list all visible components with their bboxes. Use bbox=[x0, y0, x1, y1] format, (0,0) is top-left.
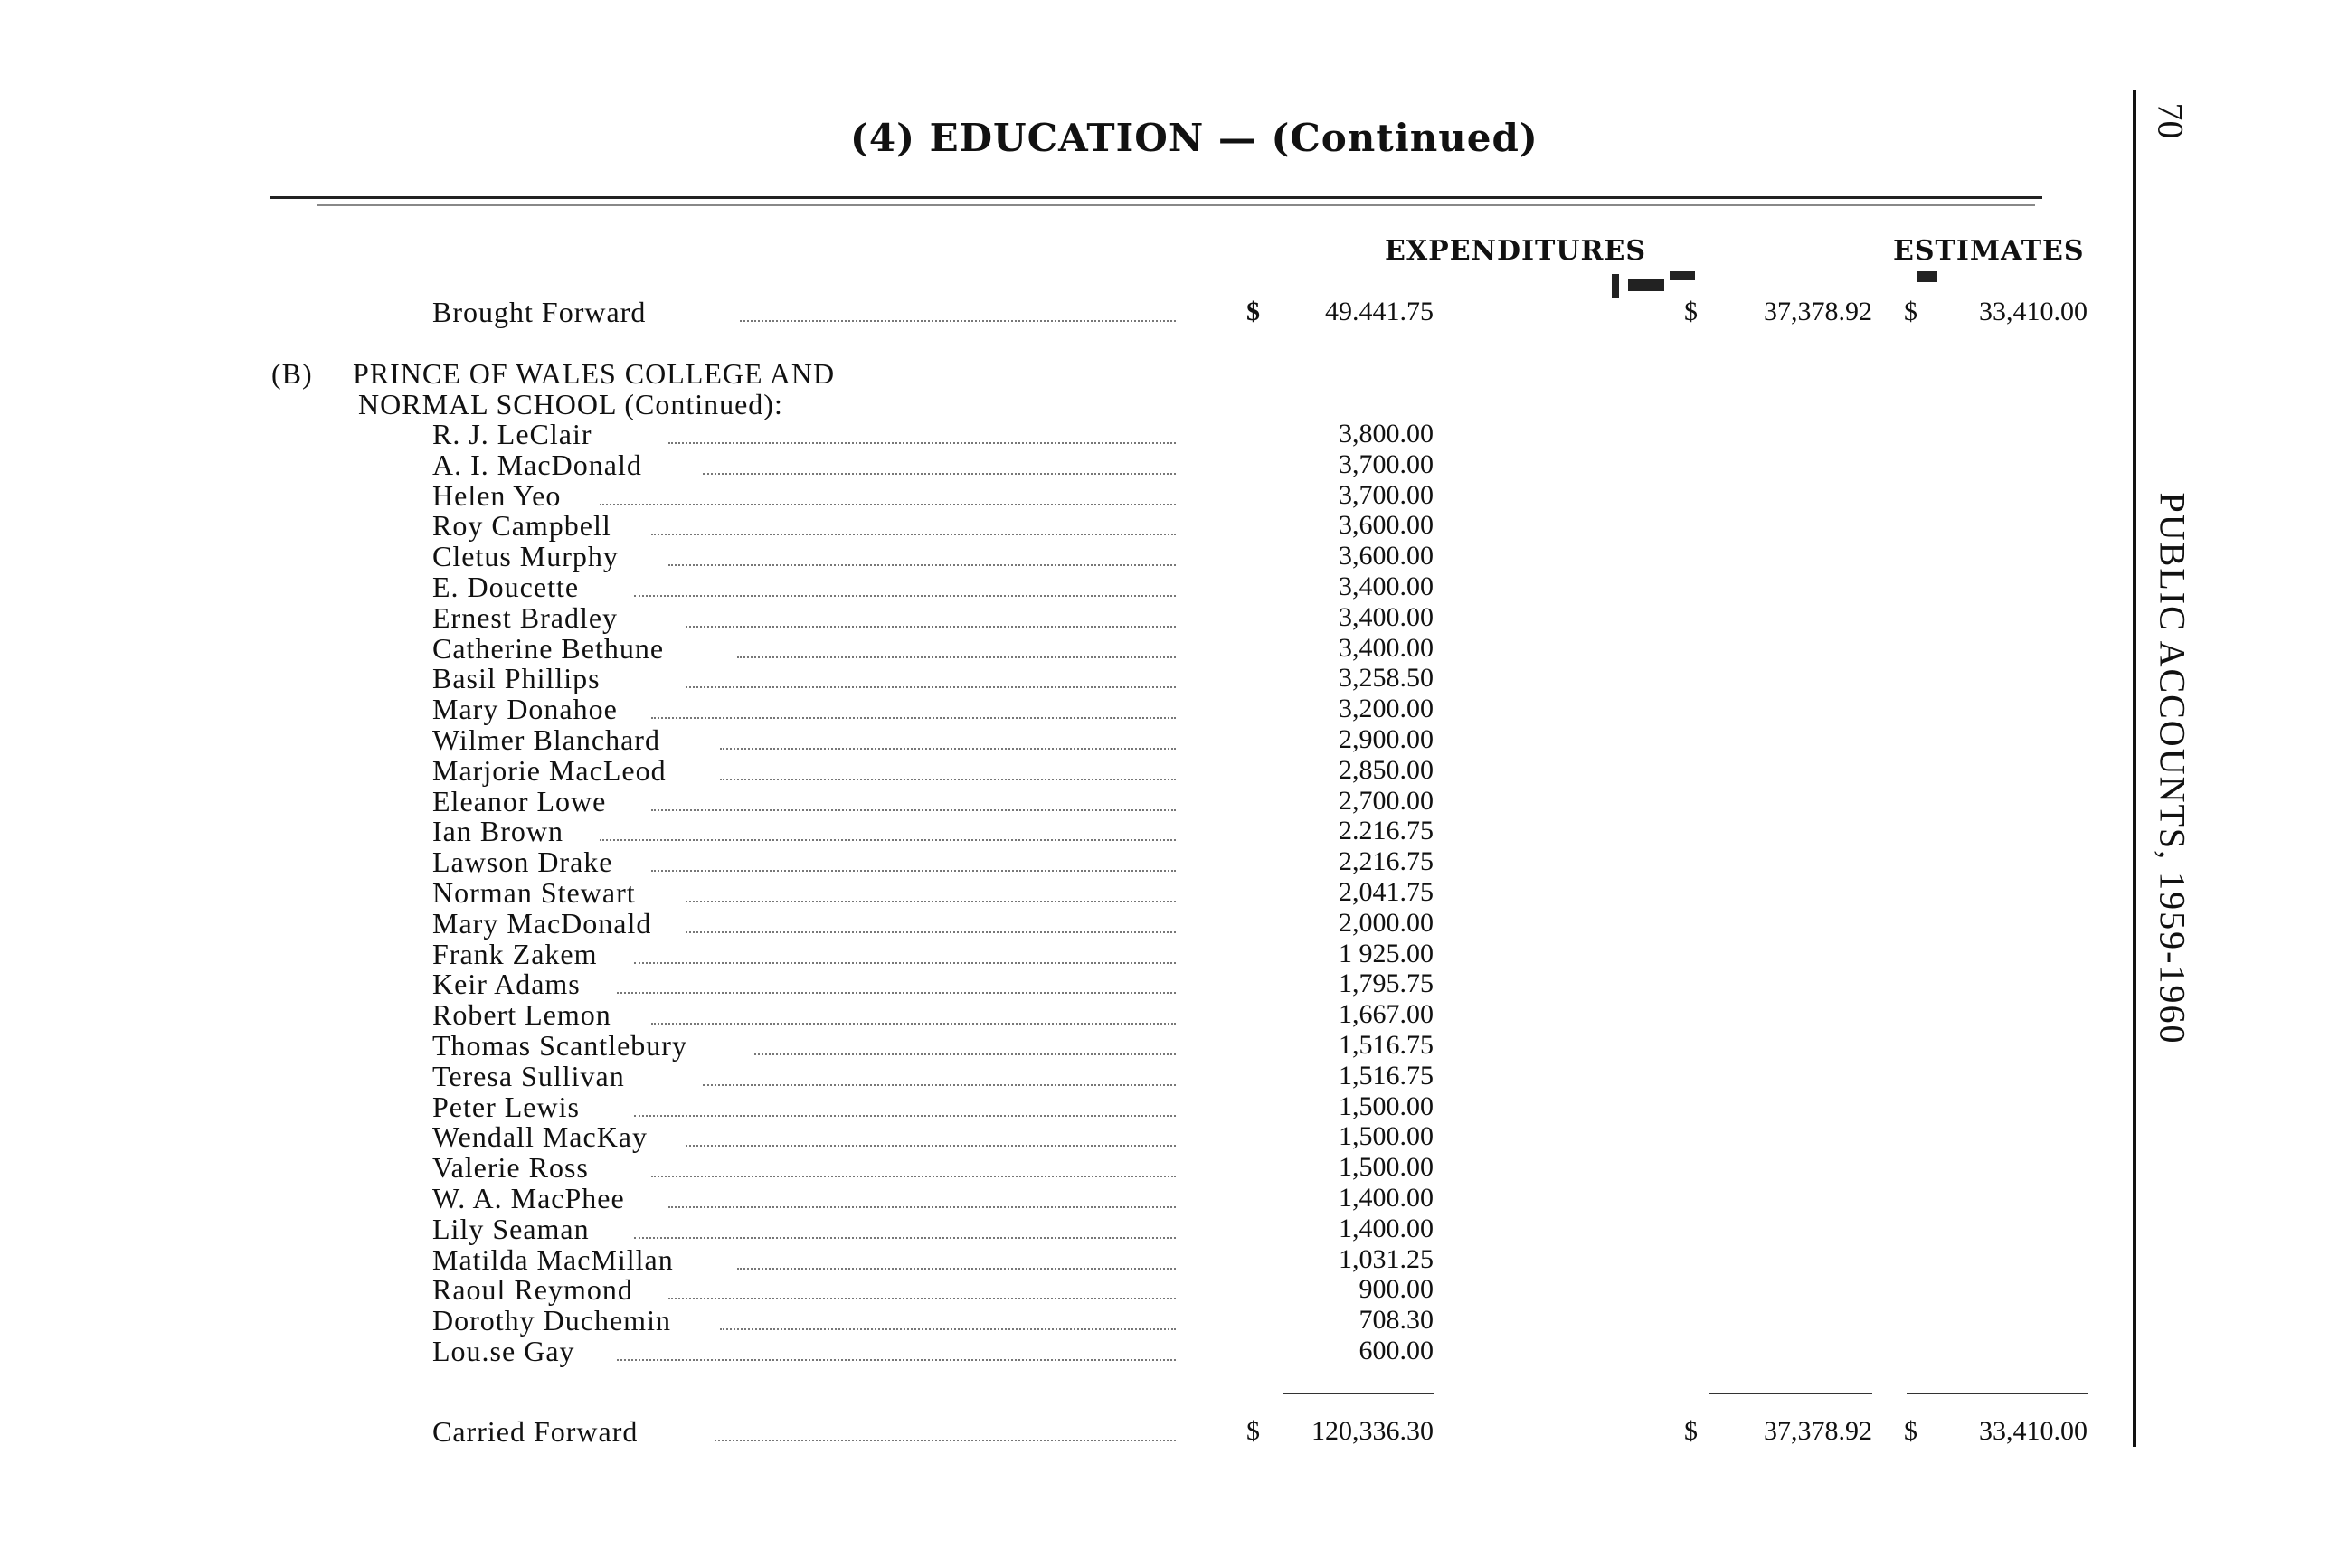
leader-dots bbox=[686, 1143, 1176, 1147]
entry-name: E. Doucette bbox=[432, 571, 580, 603]
entry-amount: 1,516.75 bbox=[1339, 1030, 1434, 1060]
entry-amount: 3,700.00 bbox=[1339, 449, 1434, 479]
leader-dots bbox=[651, 1021, 1176, 1025]
leader-dots bbox=[651, 808, 1176, 811]
entry-name: Peter Lewis bbox=[432, 1091, 580, 1123]
entry-name: R. J. LeClair bbox=[432, 418, 592, 450]
carried-forward-col3: 33,410.00 bbox=[1979, 1416, 2088, 1446]
leader-dots bbox=[737, 1266, 1176, 1270]
entry-amount: 3,400.00 bbox=[1339, 602, 1434, 632]
entry-name: Wendall MacKay bbox=[432, 1120, 648, 1153]
entry-amount: 900.00 bbox=[1359, 1274, 1434, 1304]
entry-name: Matilda MacMillan bbox=[432, 1243, 674, 1276]
entry-amount: 3,400.00 bbox=[1339, 571, 1434, 601]
entry-amount: 2,000.00 bbox=[1339, 908, 1434, 938]
heading-rule bbox=[270, 196, 2042, 199]
leader-dots bbox=[651, 868, 1176, 872]
entry-name: Wilmer Blanchard bbox=[432, 723, 660, 756]
brought-forward-expenditure: 49.441.75 bbox=[1325, 297, 1434, 326]
entry-amount: 1,516.75 bbox=[1339, 1061, 1434, 1091]
scan-artifact bbox=[1670, 271, 1695, 280]
carried-forward-label: Carried Forward bbox=[432, 1415, 639, 1448]
leader-dots bbox=[651, 1174, 1176, 1177]
leader-dots bbox=[634, 1235, 1176, 1239]
leader-dots bbox=[651, 715, 1176, 719]
entry-name: Lawson Drake bbox=[432, 845, 613, 878]
entry-name: Roy Campbell bbox=[432, 509, 611, 542]
leader-dots bbox=[668, 440, 1176, 444]
leader-dots bbox=[668, 562, 1176, 566]
entry-amount: 3,400.00 bbox=[1339, 633, 1434, 663]
entry-name: Dorothy Duchemin bbox=[432, 1304, 671, 1337]
entry-name: Keir Adams bbox=[432, 968, 581, 1000]
heading-rule-secondary bbox=[317, 204, 2035, 206]
entry-amount: 1,400.00 bbox=[1339, 1183, 1434, 1213]
entry-amount: 1,400.00 bbox=[1339, 1214, 1434, 1243]
entry-amount: 2,700.00 bbox=[1339, 786, 1434, 816]
currency-symbol: $ bbox=[1246, 1416, 1260, 1446]
entry-amount: 3,200.00 bbox=[1339, 694, 1434, 723]
leader-dots bbox=[686, 930, 1176, 933]
page-number: 70 bbox=[2150, 102, 2192, 139]
entry-amount: 3,600.00 bbox=[1339, 541, 1434, 571]
entry-name: Frank Zakem bbox=[432, 938, 598, 970]
entry-name: Robert Lemon bbox=[432, 998, 611, 1031]
estimates-column-header: ESTIMATES bbox=[1893, 235, 2085, 267]
entry-name: Thomas Scantlebury bbox=[432, 1029, 687, 1062]
currency-symbol: $ bbox=[1684, 297, 1698, 326]
entry-name: Helen Yeo bbox=[432, 479, 562, 512]
leader-dots bbox=[634, 960, 1176, 964]
entry-name: Raoul Reymond bbox=[432, 1273, 633, 1306]
running-head: PUBLIC ACCOUNTS, 1959-1960 bbox=[2152, 492, 2193, 1045]
leader-dots bbox=[740, 318, 1176, 322]
section-letter: (B) bbox=[271, 357, 313, 390]
scan-artifact bbox=[1612, 274, 1619, 298]
currency-symbol: $ bbox=[1904, 297, 1917, 326]
carried-forward-expenditure: 120,336.30 bbox=[1311, 1416, 1434, 1446]
entry-name: Mary Donahoe bbox=[432, 693, 618, 725]
entry-name: Cletus Murphy bbox=[432, 540, 619, 572]
entry-amount: 1,667.00 bbox=[1339, 999, 1434, 1029]
entry-name: Ian Brown bbox=[432, 815, 563, 847]
leader-dots bbox=[703, 1082, 1176, 1086]
total-rule bbox=[1283, 1393, 1434, 1394]
scan-artifact bbox=[1917, 271, 1937, 282]
entry-name: Teresa Sullivan bbox=[432, 1060, 625, 1092]
entry-name: Marjorie MacLeod bbox=[432, 754, 667, 787]
entry-name: Lou.se Gay bbox=[432, 1335, 575, 1367]
entry-name: Valerie Ross bbox=[432, 1151, 589, 1184]
total-rule bbox=[1907, 1393, 2088, 1394]
leader-dots bbox=[754, 1052, 1176, 1055]
brought-forward-col3: 33,410.00 bbox=[1979, 297, 2088, 326]
leader-dots bbox=[715, 1438, 1176, 1441]
leader-dots bbox=[600, 502, 1176, 505]
leader-dots bbox=[634, 593, 1176, 597]
currency-symbol: $ bbox=[1684, 1416, 1698, 1446]
entry-amount: 3,600.00 bbox=[1339, 510, 1434, 540]
entry-amount: 2,041.75 bbox=[1339, 877, 1434, 907]
leader-dots bbox=[686, 685, 1176, 688]
carried-forward-col2: 37,378.92 bbox=[1764, 1416, 1872, 1446]
entry-amount: 708.30 bbox=[1359, 1305, 1434, 1335]
entry-amount: 1,500.00 bbox=[1339, 1121, 1434, 1151]
leader-dots bbox=[686, 899, 1176, 902]
entry-name: Norman Stewart bbox=[432, 876, 636, 909]
entry-amount: 1,500.00 bbox=[1339, 1152, 1434, 1182]
leader-dots bbox=[634, 1113, 1176, 1117]
entry-amount: 3,800.00 bbox=[1339, 419, 1434, 449]
page-heading: (4) EDUCATION — (Continued) bbox=[850, 116, 1538, 160]
leader-dots bbox=[651, 532, 1176, 535]
leader-dots bbox=[703, 471, 1176, 475]
entry-name: W. A. MacPhee bbox=[432, 1182, 625, 1214]
leader-dots bbox=[737, 655, 1176, 658]
leader-dots bbox=[600, 837, 1176, 841]
entry-name: Basil Phillips bbox=[432, 662, 601, 694]
entry-amount: 1,500.00 bbox=[1339, 1091, 1434, 1121]
currency-symbol: $ bbox=[1246, 297, 1260, 326]
entry-name: Ernest Bradley bbox=[432, 601, 619, 634]
entry-amount: 2,850.00 bbox=[1339, 755, 1434, 785]
entry-amount: 3,258.50 bbox=[1339, 663, 1434, 693]
leader-dots bbox=[686, 624, 1176, 628]
brought-forward-label: Brought Forward bbox=[432, 296, 647, 328]
section-title-line1: PRINCE OF WALES COLLEGE AND bbox=[353, 357, 836, 390]
entry-name: Mary MacDonald bbox=[432, 907, 652, 940]
expenditures-column-header: EXPENDITURES bbox=[1385, 235, 1646, 267]
entry-amount: 1,795.75 bbox=[1339, 968, 1434, 998]
currency-symbol: $ bbox=[1904, 1416, 1917, 1446]
entry-amount: 2,216.75 bbox=[1339, 846, 1434, 876]
leader-dots bbox=[668, 1204, 1176, 1208]
leader-dots bbox=[668, 1296, 1176, 1299]
entry-amount: 3,700.00 bbox=[1339, 480, 1434, 510]
entry-amount: 1,031.25 bbox=[1339, 1244, 1434, 1274]
section-title-line2: NORMAL SCHOOL (Continued): bbox=[358, 388, 783, 420]
entry-amount: 1 925.00 bbox=[1339, 939, 1434, 968]
leader-dots bbox=[617, 990, 1176, 994]
leader-dots bbox=[617, 1357, 1176, 1361]
leader-dots bbox=[720, 777, 1176, 780]
brought-forward-col2: 37,378.92 bbox=[1764, 297, 1872, 326]
entry-name: Lily Seaman bbox=[432, 1213, 590, 1245]
entry-amount: 600.00 bbox=[1359, 1336, 1434, 1365]
entry-amount: 2.216.75 bbox=[1339, 816, 1434, 845]
margin-rule bbox=[2133, 90, 2136, 1447]
entry-amount: 2,900.00 bbox=[1339, 724, 1434, 754]
entry-name: A. I. MacDonald bbox=[432, 449, 642, 481]
leader-dots bbox=[720, 1327, 1176, 1330]
total-rule bbox=[1709, 1393, 1872, 1394]
scan-artifact bbox=[1628, 279, 1664, 291]
entry-name: Eleanor Lowe bbox=[432, 785, 607, 817]
entry-name: Catherine Bethune bbox=[432, 632, 665, 665]
leader-dots bbox=[720, 746, 1176, 750]
